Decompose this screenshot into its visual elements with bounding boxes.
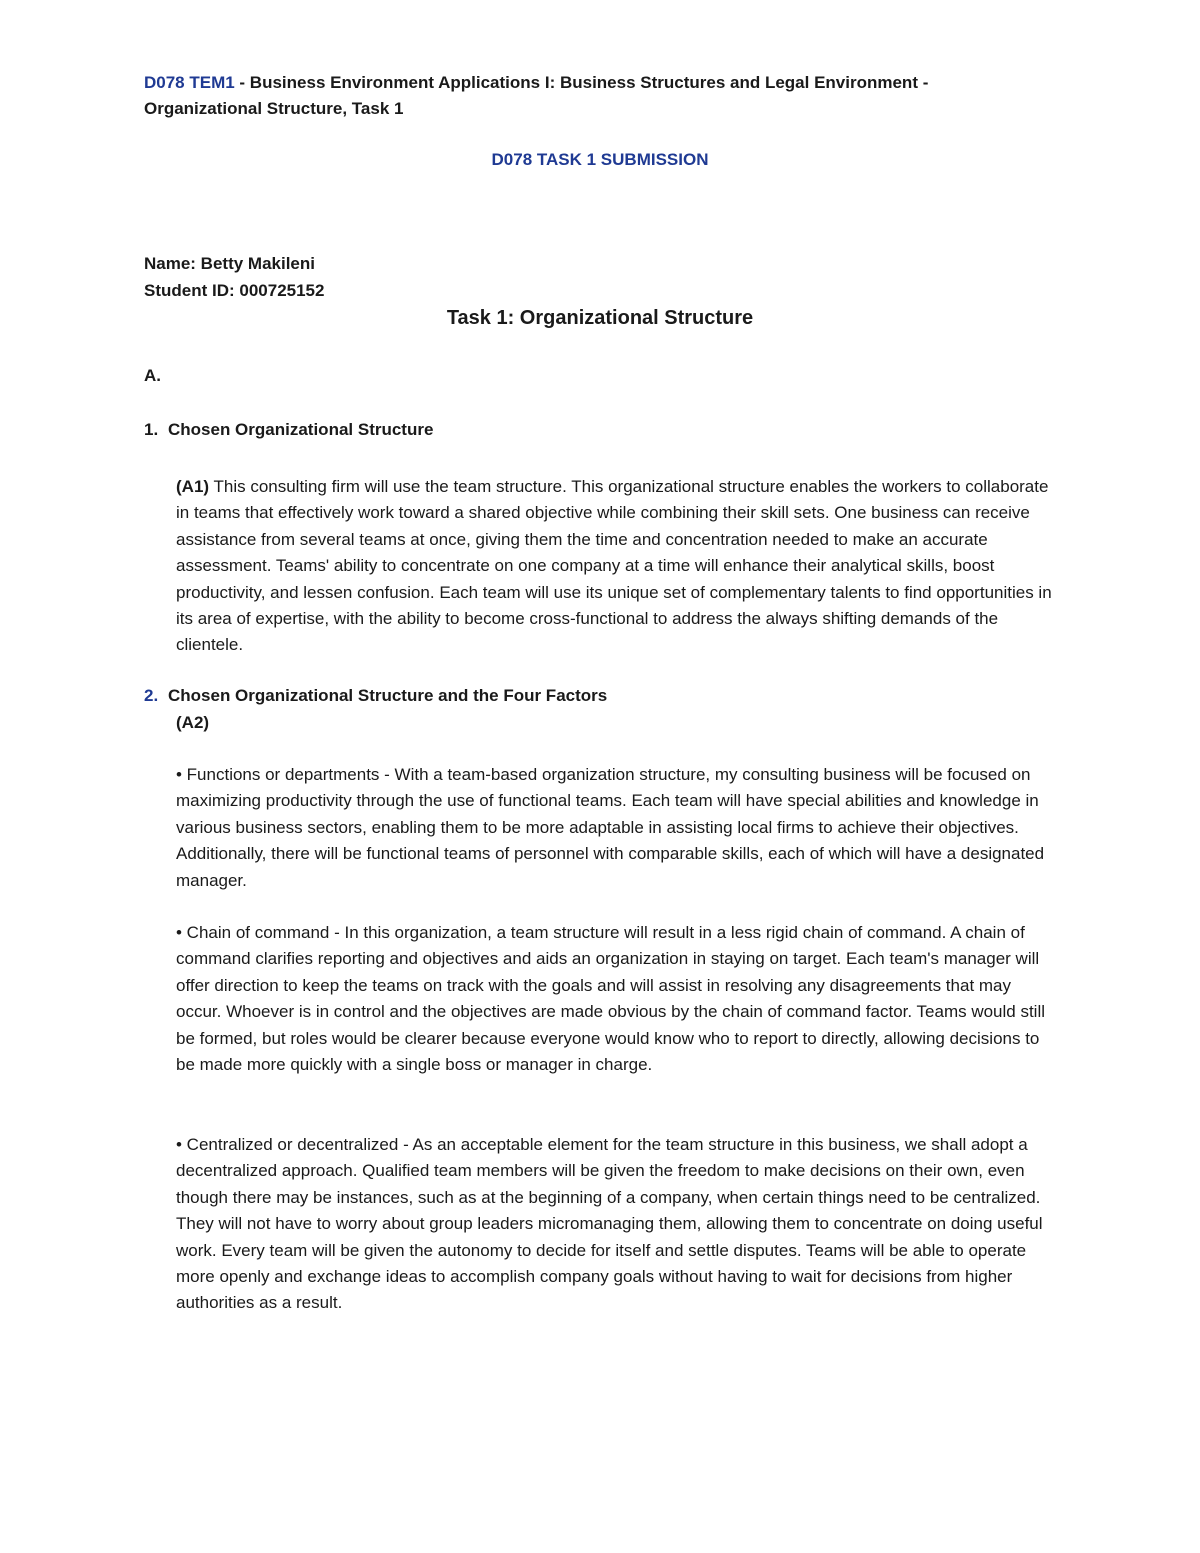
section-1-number: 1. bbox=[144, 420, 159, 439]
course-header bbox=[144, 70, 1044, 122]
section-2-title: Chosen Organizational Structure and the Four Factors bbox=[168, 686, 608, 705]
section-1-label: (A1) bbox=[176, 477, 210, 496]
bullet-functions: • Functions or departments - With a team-based organization structure, my consulting business will be focused on maximizing productivity through the use of functional teams. Each team will have special abilities and knowledge in various business sectors, enabling them to be more adaptable in assisting local firms to achieve their objectives. Additionally, there will be functional teams of personnel with comparable skills, each of which will have a designated manager. bbox=[176, 765, 1045, 890]
course-title: - Business Environment Applications I: Business Structures and Legal Environment - Organizational Structure, Task 1 bbox=[144, 73, 929, 118]
section-2-number: 2. bbox=[144, 686, 159, 705]
student-name: Name: Betty Makileni bbox=[144, 254, 315, 273]
student-id: Student ID: 000725152 bbox=[144, 281, 325, 300]
course-code: D078 TEM1 bbox=[144, 73, 235, 92]
bullet-chain-of-command: • Chain of command - In this organization, a team structure will result in a less rigid chain of command. A chain of command clarifies reporting and objectives and aids an organization in staying on target. Each team's manager will offer direction to keep the teams on track with the goals and will assist in resolving any disagreements that may occur. Whoever is in control and the objectives are made obvious by the chain of command factor. Teams would still be formed, but roles would be clearer because everyone would know who to report to directly, allowing decisions to be made more quickly with a single boss or manager in charge. bbox=[176, 923, 1046, 1075]
section-1-title: Chosen Organizational Structure bbox=[168, 420, 434, 439]
section-2-heading bbox=[144, 686, 607, 706]
submission-title: D078 TASK 1 SUBMISSION bbox=[491, 150, 709, 169]
section-2-label: (A2) bbox=[176, 713, 210, 732]
section-1-paragraph bbox=[176, 474, 1061, 659]
task-title: Task 1: Organizational Structure bbox=[446, 307, 754, 329]
bullet-centralized: • Centralized or decentralized - As an acceptable element for the team structure in this business, we shall adopt a decentralized approach. Qualified team members will be given the freedom to make decisions on their own, even though there may be instances, such as at the beginning of a company, when certain things need to be centralized. They will not have to worry about group leaders micromanaging them, allowing them to concentrate on doing useful work. Every team will be given the autonomy to decide for itself and settle disputes. Teams will be able to operate more openly and exchange ideas to accomplish company goals without having to wait for decisions from higher authorities as a result. bbox=[176, 1135, 1043, 1313]
section-1-body: This consulting firm will use the team structure. This organizational structure enables the workers to collaborate in teams that effectively work toward a shared objective while combining their skill sets. One business can receive assistance from several teams at once, giving them the time and concentration needed to make an accurate assessment. Teams' ability to concentrate on one company at a time will enhance their analytical skills, boost productivity, and lessen confusion. Each team will use its unique set of complementary talents to find opportunities in its area of expertise, with the ability to become cross-functional to address the always shifting demands of the clientele. bbox=[176, 477, 1052, 655]
section-label: A. bbox=[144, 366, 161, 385]
section-1-heading bbox=[144, 420, 433, 440]
